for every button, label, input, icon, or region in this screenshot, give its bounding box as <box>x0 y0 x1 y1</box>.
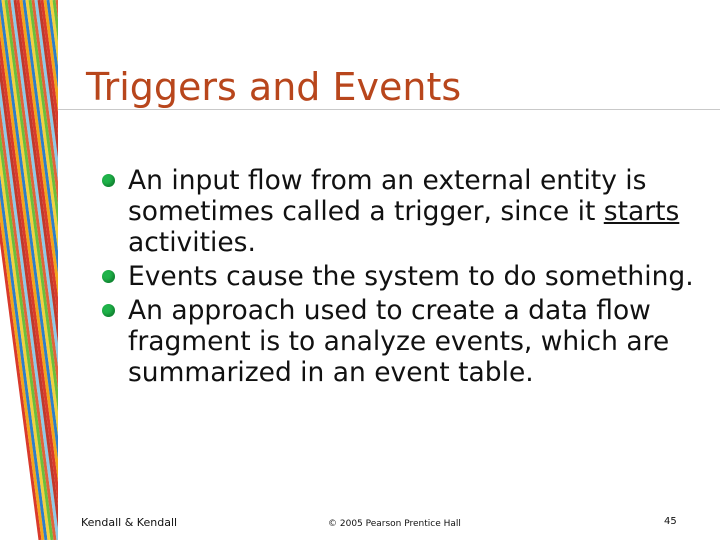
bullet-item <box>100 165 710 258</box>
bullet-dot-icon <box>102 270 115 283</box>
title-divider <box>58 109 720 110</box>
bullet-dot-icon <box>102 174 115 187</box>
footer-copyright: © 2005 Pearson Prentice Hall <box>328 519 461 529</box>
slide-title: Triggers and Events <box>86 65 462 109</box>
bullet-dot-icon <box>102 304 115 317</box>
bullet-text-tail: activities. <box>128 227 256 258</box>
bullet-text: An approach used to create a data flow fragment is to analyze events, which are summarized in an event table. <box>128 295 670 388</box>
bullet-text: Events cause the system to do something. <box>128 261 694 292</box>
page-number: 45 <box>664 516 677 527</box>
woven-stripes-graphic <box>0 0 58 540</box>
bullet-item <box>100 261 710 292</box>
bullet-text: An input flow from an external entity is sometimes called a trigger, since it <box>128 165 647 227</box>
underlined-word: starts <box>603 196 680 227</box>
bullet-item <box>100 295 710 388</box>
bullet-list <box>100 165 710 391</box>
stripe-group <box>0 0 58 540</box>
footer-author: Kendall & Kendall <box>81 516 178 529</box>
decorative-stripe-border <box>0 0 58 540</box>
